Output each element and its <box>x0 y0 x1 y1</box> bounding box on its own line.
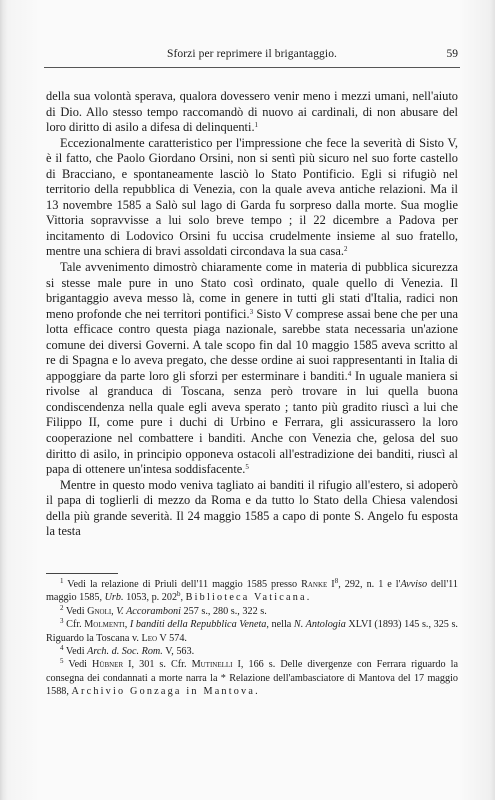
footnote-rule <box>46 573 118 574</box>
footnote-ref: 5 <box>245 463 249 472</box>
paragraph-3 <box>46 260 458 478</box>
paragraph-2 <box>46 136 458 260</box>
footnote-2 <box>46 605 458 618</box>
footnote-number: 3 <box>60 617 64 626</box>
footnote-ref: 1 <box>254 121 259 130</box>
source-title: Arch. d. Soc. Rom. <box>87 646 163 658</box>
footnote-1 <box>46 578 458 605</box>
source-title: V. Accoramboni <box>116 605 181 617</box>
footnote-text: I <box>327 579 335 590</box>
footnote-number: 1 <box>60 577 64 585</box>
footnote-text: dell'11 maggio 1585, <box>46 579 458 604</box>
author-name: Gnoli <box>87 605 112 617</box>
paragraph-text: Sisto V comprese assai bene che per una lotta efficace contro questa piaga nazionale, sarebbe stata necessaria un'azione comune dei diversi Governi. A tale scopo fin dal 10 maggio 1585 aveva scritto al re di Spagna e lo aveva pregato, che desse ordine ai suoi rappresentanti in Italia di appoggiare da parte loro gli sforzi per esterminare i banditi. <box>46 306 459 383</box>
footnote-number: 4 <box>60 644 64 653</box>
footnote-text: V 574. <box>157 632 187 644</box>
page-number: 59 <box>446 48 458 60</box>
source-title: Avviso <box>400 579 428 590</box>
author-name: Mutinelli <box>191 659 233 671</box>
footnote-text: Vedi la relazione di Priuli dell'11 maggio 1585 presso <box>63 579 302 590</box>
footnote-text: . <box>255 686 258 698</box>
footnote-text: 1053, p. 202 <box>123 592 178 604</box>
footnote-ref: 2 <box>343 245 348 254</box>
footnote-text: I, 301 s. Cfr. <box>123 659 192 671</box>
paragraph-text: della sua volontà sperava, qualora dovessero venir meno i mezzi umani, nell'aiuto di Dio. Allo stesso tempo raccomandò di nuovo ai cardinali, di non abusare del loro diritto di asilo a difesa di delinquenti. <box>46 89 458 135</box>
footnote-3 <box>46 618 458 645</box>
edition-marker: 8 <box>334 577 339 585</box>
running-title: Sforzi per reprimere il brigantaggio. <box>166 48 338 60</box>
footnote-ref: 3 <box>249 307 254 316</box>
footnote-4 <box>46 645 458 658</box>
footnotes <box>46 578 458 699</box>
header-rule <box>44 67 460 68</box>
footnote-ref: 4 <box>347 369 352 378</box>
footnote-text: Cfr. <box>63 619 85 631</box>
source-title: Urb. <box>104 592 124 604</box>
archive-name: Biblioteca Vaticana <box>185 592 307 604</box>
footnote-text: V, 563. <box>162 646 195 658</box>
paragraph-4: Mentre in questo modo veniva tagliato ai banditi il rifugio all'estero, si adoperò il papa di toglierli di mezzo da Roma e da tutto lo Stato della Chiesa valendosi della più grande severità. Il 24 maggio 1585 a capo di ponte S. Angelo fu esposta la testa <box>46 477 458 539</box>
footnote-text: , 292, n. 1 e l' <box>338 579 401 590</box>
author-name: Leo <box>141 632 158 644</box>
footnote-text: . <box>306 592 310 604</box>
footnote-number: 5 <box>60 657 64 666</box>
running-head <box>46 48 458 64</box>
footnote-text: , <box>111 605 117 617</box>
page-side-marker: b <box>177 590 181 599</box>
footnote-number: 2 <box>60 603 64 612</box>
footnote-text: Vedi <box>63 605 88 617</box>
footnote-text: XLVI (1893) 145 s., 325 s. Riguardo la Toscana v. <box>46 619 458 644</box>
source-title: N. Antologia <box>293 619 346 631</box>
footnote-text: , nella <box>266 619 294 631</box>
author-name: Ranke <box>301 579 328 590</box>
footnote-text: I, 166 s. Delle divergenze con Ferrara riguardo la consegna dei condannati a morte narra la * Relazione dell'ambasciatore di Mantova del 17 maggio 1588, <box>46 659 458 698</box>
body-text <box>46 89 458 540</box>
footnote-text: 257 s., 280 s., 322 s. <box>180 605 267 617</box>
footnote-text: Vedi <box>63 659 93 671</box>
paragraph-text: Eccezionalmente caratteristico per l'impressione che fece la severità di Sisto V, è il fatto, che Paolo Giordano Orsini, non si sentì più sicuro nel suo forte castello di Bracciano, e spontaneamente lasciò lo Stato Pontificio. Egli si rifugiò nel territorio della repubblica di Venezia, con la quale aveva antiche relazioni. Ma il 13 novembre 1585 a Salò sul lago di Garda fu sorpreso dalla morte. Sua moglie Vittoria sopravvisse a lui solo breve tempo ; il 22 dicembre a Padova per incitamento di Lodovico Orsini fu uccisa crudelmente insieme al suo fratello, mentre una schiera di bravi assoldati circondava la sua casa. <box>46 135 458 259</box>
source-title: I banditi della Repubblica Veneta <box>129 619 267 631</box>
paragraph-text: Tale avvenimento dimostrò chiaramente come in materia di pubblica sicurezza si stesse male pure in uno Stato così ordinato, quale quello di Venezia. Il brigantaggio aveva messo là, come in genere in tutti gli stati d'Italia, radici non meno profonde che nei territori pontifici. <box>46 260 458 321</box>
author-name: Molmenti <box>84 619 125 631</box>
footnote-5 <box>46 658 458 698</box>
author-name: Hübner <box>92 659 124 671</box>
paragraph-text: In uguale maniera si rivolse al granduca di Toscana, senza però trovare in lui quella buona condiscendenza nella quale egli aveva sperato ; tanto più gradito riuscì a lui che Filippo II, come pure i duchi di Urbino e Ferrara, gli assicurassero la loro cooperazione nel combattere i banditi. Anche con Venezia che, gelosa del suo diritto di asilo, in principio opponeva ostacoli all'estradizione dei banditi, riuscì al papa di ottenere un'intesa soddisfacente. <box>46 368 458 477</box>
paragraph-1 <box>46 89 458 136</box>
footnote-text: , <box>180 592 186 604</box>
footnote-text: Vedi <box>63 646 88 658</box>
archive-name: Archivio Gonzaga in Mantova <box>71 686 256 698</box>
footnote-text: , <box>124 619 130 631</box>
